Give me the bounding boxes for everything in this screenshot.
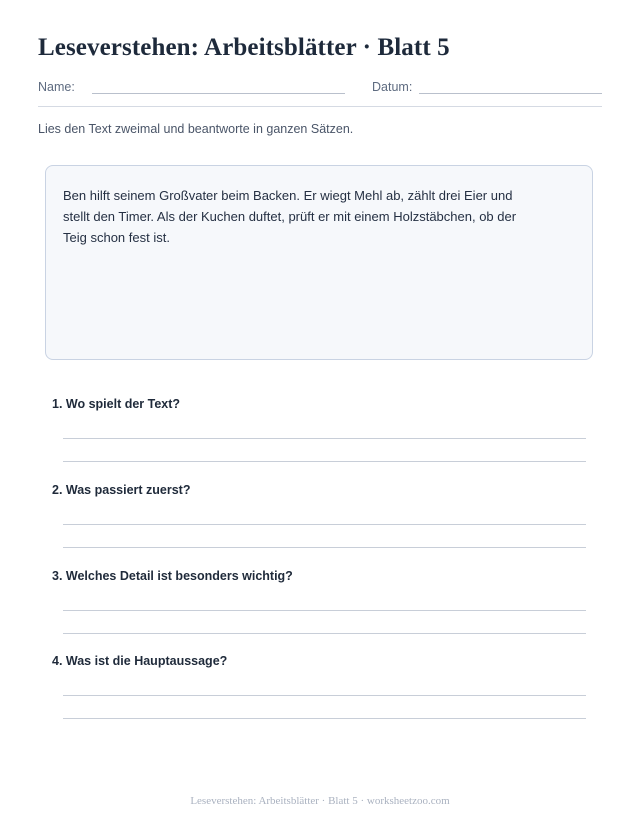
header-divider <box>38 106 602 107</box>
answer-line[interactable] <box>63 610 586 611</box>
name-field-line[interactable] <box>92 93 345 94</box>
question-label: 3. Welches Detail ist besonders wichtig? <box>52 569 293 583</box>
answer-line[interactable] <box>63 547 586 548</box>
date-label: Datum: <box>372 80 413 94</box>
answer-line[interactable] <box>63 633 586 634</box>
answer-line[interactable] <box>63 695 586 696</box>
header-fields <box>38 80 602 98</box>
answer-line[interactable] <box>63 718 586 719</box>
answer-line[interactable] <box>63 461 586 462</box>
answer-line[interactable] <box>63 524 586 525</box>
instructions-text: Lies den Text zweimal und beantworte in ganzen Sätzen. <box>38 122 354 136</box>
name-label: Name: <box>38 80 75 94</box>
answer-line[interactable] <box>63 438 586 439</box>
question-label: 2. Was passiert zuerst? <box>52 483 191 497</box>
reading-passage-text: Ben hilft seinem Großvater beim Backen. Er wiegt Mehl ab, zählt drei Eier und stellt den Timer. Als der Kuchen duftet, prüft er mit einem Holzstäbchen, ob der Teig schon fest ist. <box>63 188 517 245</box>
page-footer: Leseverstehen: Arbeitsblätter · Blatt 5 · worksheetzoo.com <box>190 795 450 807</box>
reading-passage-box <box>45 165 593 360</box>
question-label: 4. Was ist die Hauptaussage? <box>52 654 228 668</box>
page-title: Leseverstehen: Arbeitsblätter · Blatt 5 <box>38 34 450 61</box>
question-label: 1. Wo spielt der Text? <box>52 397 181 411</box>
date-field-line[interactable] <box>419 93 602 94</box>
